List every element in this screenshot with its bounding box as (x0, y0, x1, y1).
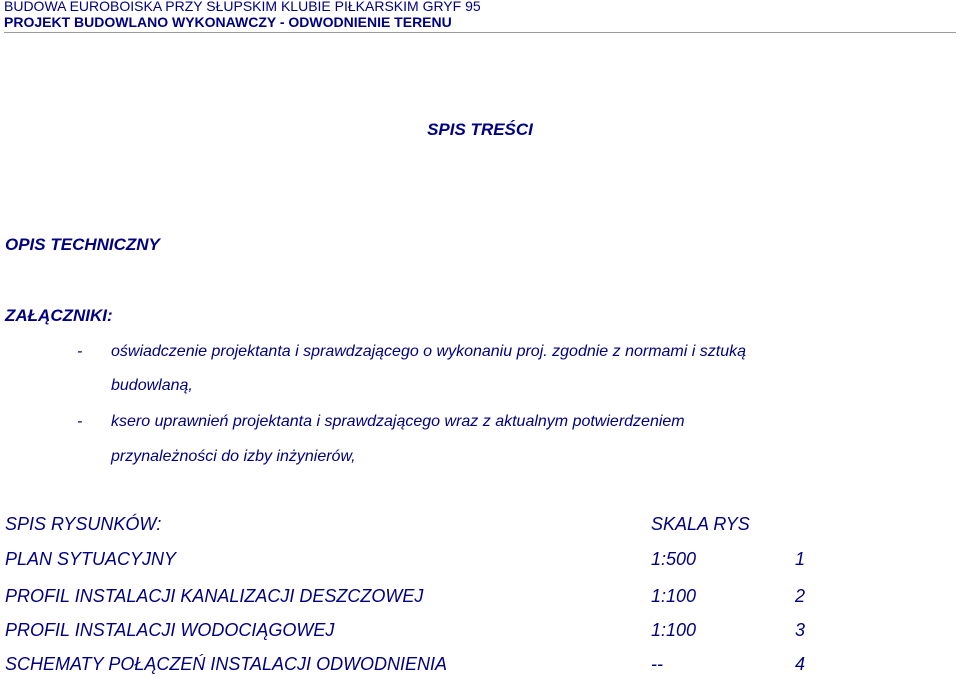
technical-description-heading: OPIS TECHNICZNY (5, 235, 160, 254)
drawing-name: PLAN SYTUACYJNY (5, 549, 177, 569)
drawing-scale: 1:500 (651, 549, 697, 569)
drawing-row (0, 549, 960, 573)
drawing-name: PROFIL INSTALACJI KANALIZACJI DESZCZOWEJ (5, 586, 424, 606)
project-name: BUDOWA EUROBOISKA PRZY SŁUPSKIM KLUBIE PIŁKARSKIM GRYF 95 (4, 0, 481, 14)
drawing-name: SCHEMATY POŁĄCZEŃ INSTALACJI ODWODNIENIA (5, 654, 448, 674)
drawing-number: 1 (795, 549, 806, 569)
drawing-number: 4 (795, 654, 806, 674)
attachment-text-line: ksero uprawnień projektanta i sprawdzającego wraz z aktualnym potwierdzeniem (111, 413, 685, 430)
list-dash: - (77, 343, 83, 360)
drawings-list-header (0, 514, 960, 538)
drawing-scale: 1:100 (651, 586, 697, 606)
drawing-row (0, 654, 960, 678)
attachment-text-line: budowlaną, (111, 377, 193, 394)
drawing-scale: -- (651, 654, 663, 674)
drawings-heading: SPIS RYSUNKÓW: (5, 514, 162, 534)
page-header (4, 0, 956, 33)
table-of-contents-title: SPIS TREŚCI (427, 120, 533, 139)
drawing-row (0, 586, 960, 610)
project-subtitle: PROJEKT BUDOWLANO WYKONAWCZY - ODWODNIENIE TERENU (4, 14, 452, 30)
drawing-row (0, 620, 960, 644)
attachment-text-line: przynależności do izby inżynierów, (111, 448, 356, 465)
scale-column-heading: SKALA RYS (651, 514, 750, 534)
attachments-heading: ZAŁĄCZNIKI: (5, 306, 113, 325)
attachment-item (0, 413, 960, 473)
drawing-number: 3 (795, 620, 806, 640)
drawing-name: PROFIL INSTALACJI WODOCIĄGOWEJ (5, 620, 335, 640)
list-dash: - (77, 413, 83, 430)
drawing-scale: 1:100 (651, 620, 697, 640)
drawing-number: 2 (795, 586, 806, 606)
attachment-item (0, 343, 960, 403)
attachment-text-line: oświadczenie projektanta i sprawdzającego o wykonaniu proj. zgodnie z normami i sztuką (111, 343, 746, 360)
